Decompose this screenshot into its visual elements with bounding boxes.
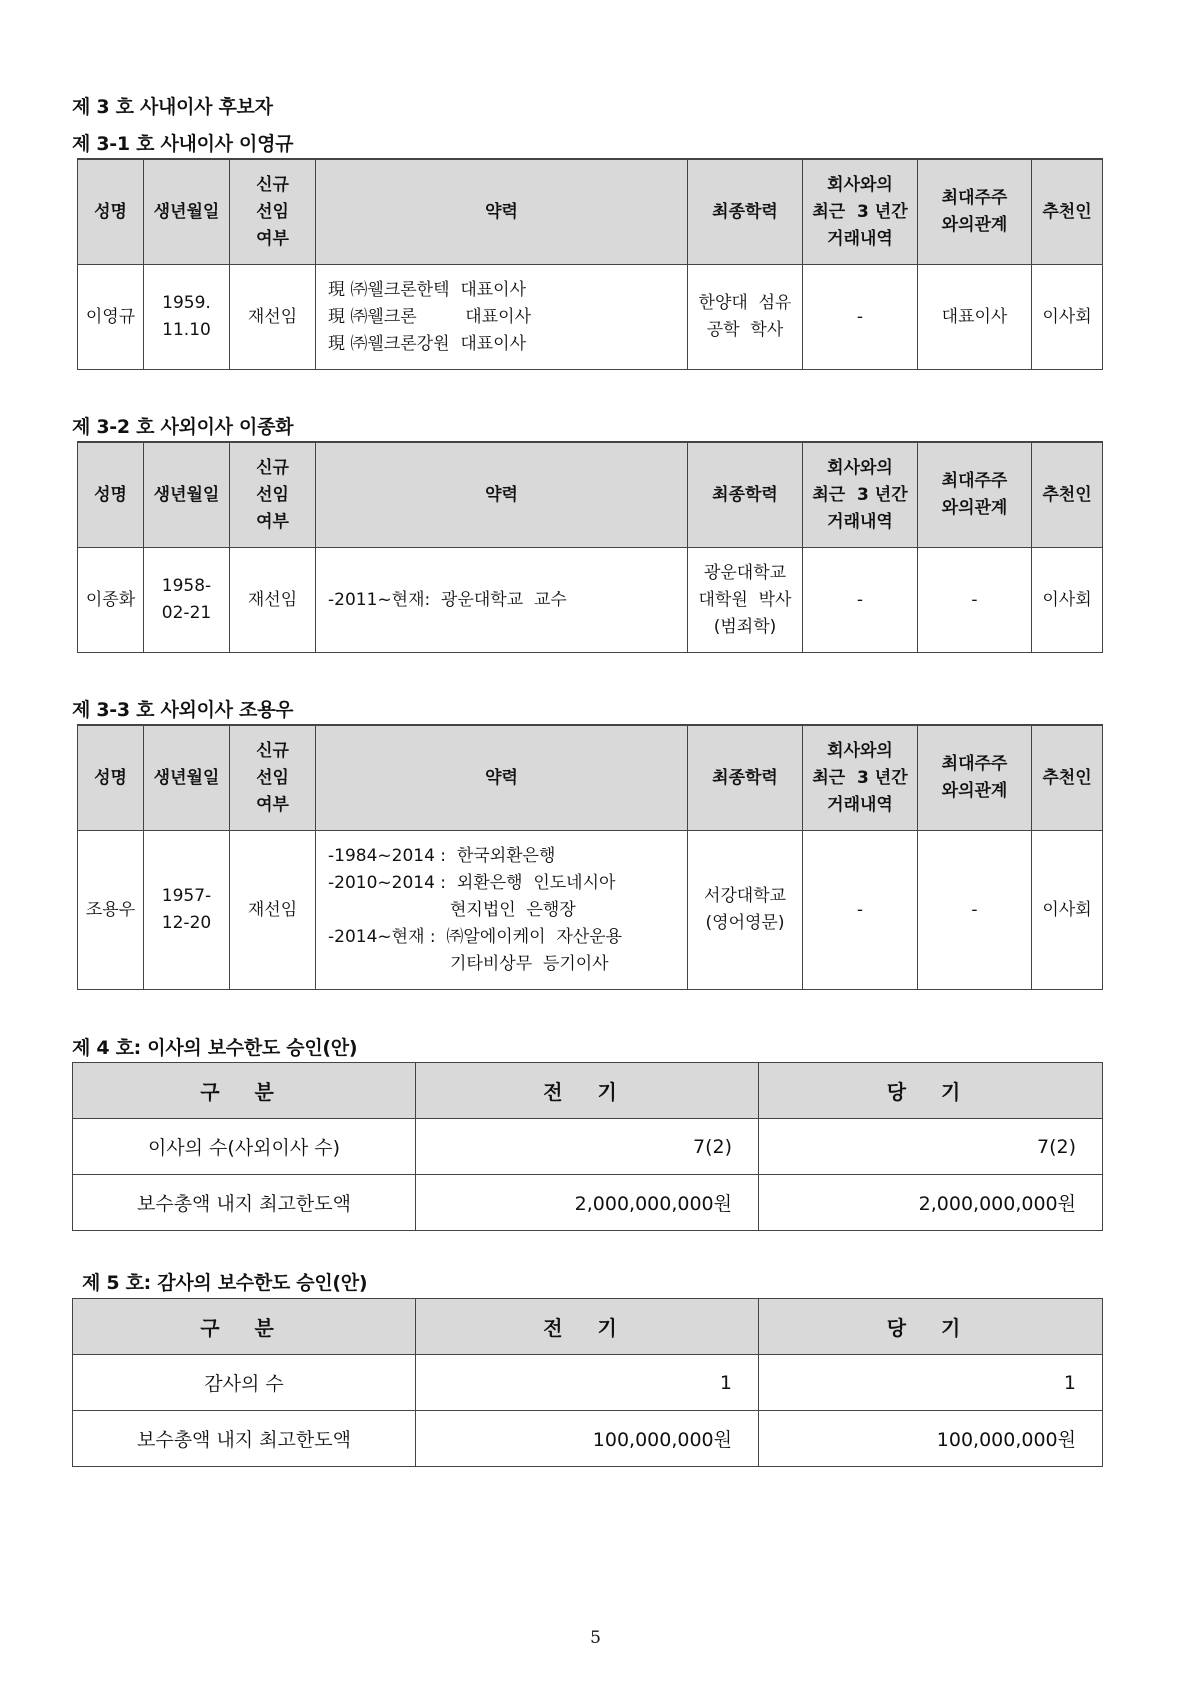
candidate-education: 광운대학교 대학원 박사 (범죄학) <box>688 548 803 653</box>
candidate-new-appointment: 재선임 <box>230 831 316 990</box>
section4-title: 제 4 호: 이사의 보수한도 승인(안) <box>72 1037 358 1059</box>
header-new-appointment: 신규 선임 여부 <box>230 725 316 831</box>
candidate-education: 한양대 섬유 공학 학사 <box>688 265 803 370</box>
row-current: 1 <box>759 1355 1103 1411</box>
candidate-birth: 1957- 12-20 <box>144 831 230 990</box>
page-number: 5 <box>590 1628 601 1648</box>
header-transactions: 회사와의 최근 3 년간 거래내역 <box>803 725 918 831</box>
candidate-transactions: - <box>803 831 918 990</box>
header-category: 구 분 <box>73 1063 416 1119</box>
header-education: 최종학력 <box>688 159 803 265</box>
candidate-relation: 대표이사 <box>918 265 1032 370</box>
header-recommender: 추천인 <box>1032 159 1103 265</box>
candidate-transactions: - <box>803 548 918 653</box>
candidate-career: 現 ㈜웰크론한텍 대표이사 現 ㈜웰크론 대표이사 現 ㈜웰크론강원 대표이사 <box>316 265 688 370</box>
candidate-name: 조용우 <box>78 831 144 990</box>
row-label: 이사의 수(사외이사 수) <box>73 1119 416 1175</box>
header-name: 성명 <box>78 725 144 831</box>
header-recommender: 추천인 <box>1032 725 1103 831</box>
candidate-career: -1984~2014 : 한국외환은행 -2010~2014 : 외환은행 인도네시아 현지법인 은행장 -2014~현재 : ㈜알에이케이 자산운용 기타비상무 등기이사 <box>316 831 688 990</box>
candidate-transactions: - <box>803 265 918 370</box>
director-pay-table <box>72 1062 1103 1231</box>
auditor-pay-table <box>72 1298 1103 1467</box>
candidate-name: 이종화 <box>78 548 144 653</box>
header-relation: 최대주주 와의관계 <box>918 725 1032 831</box>
candidate-education: 서강대학교 (영어영문) <box>688 831 803 990</box>
header-birth: 생년월일 <box>144 442 230 548</box>
header-recommender: 추천인 <box>1032 442 1103 548</box>
candidate-career: -2011~현재: 광운대학교 교수 <box>316 548 688 653</box>
header-birth: 생년월일 <box>144 159 230 265</box>
row-current: 2,000,000,000원 <box>759 1175 1103 1231</box>
header-birth: 생년월일 <box>144 725 230 831</box>
header-transactions: 회사와의 최근 3 년간 거래내역 <box>803 442 918 548</box>
candidate2-title: 제 3-2 호 사외이사 이종화 <box>72 416 294 438</box>
candidate3-title: 제 3-3 호 사외이사 조용우 <box>72 699 294 721</box>
row-previous: 2,000,000,000원 <box>416 1175 759 1231</box>
header-relation: 최대주주 와의관계 <box>918 159 1032 265</box>
row-label: 보수총액 내지 최고한도액 <box>73 1175 416 1231</box>
candidate-name: 이영규 <box>78 265 144 370</box>
header-new-appointment: 신규 선임 여부 <box>230 442 316 548</box>
candidate-relation: - <box>918 548 1032 653</box>
candidate2-table <box>77 441 1103 653</box>
candidate-new-appointment: 재선임 <box>230 548 316 653</box>
candidate-birth: 1959. 11.10 <box>144 265 230 370</box>
row-current: 7(2) <box>759 1119 1103 1175</box>
row-previous: 7(2) <box>416 1119 759 1175</box>
row-previous: 1 <box>416 1355 759 1411</box>
header-education: 최종학력 <box>688 725 803 831</box>
row-label: 감사의 수 <box>73 1355 416 1411</box>
candidate-relation: - <box>918 831 1032 990</box>
header-transactions: 회사와의 최근 3 년간 거래내역 <box>803 159 918 265</box>
header-career: 약력 <box>316 725 688 831</box>
header-previous-period: 전 기 <box>416 1063 759 1119</box>
header-previous-period: 전 기 <box>416 1299 759 1355</box>
header-name: 성명 <box>78 159 144 265</box>
candidate1-title: 제 3-1 호 사내이사 이영규 <box>72 133 294 155</box>
candidate1-table <box>77 158 1103 370</box>
row-previous: 100,000,000원 <box>416 1411 759 1467</box>
header-career: 약력 <box>316 442 688 548</box>
section5-title: 제 5 호: 감사의 보수한도 승인(안) <box>82 1272 368 1294</box>
header-name: 성명 <box>78 442 144 548</box>
row-current: 100,000,000원 <box>759 1411 1103 1467</box>
section3-title: 제 3 호 사내이사 후보자 <box>72 96 273 118</box>
header-current-period: 당 기 <box>759 1299 1103 1355</box>
candidate-recommender: 이사회 <box>1032 265 1103 370</box>
header-category: 구 분 <box>73 1299 416 1355</box>
candidate-birth: 1958- 02-21 <box>144 548 230 653</box>
header-new-appointment: 신규 선임 여부 <box>230 159 316 265</box>
candidate-new-appointment: 재선임 <box>230 265 316 370</box>
candidate-recommender: 이사회 <box>1032 548 1103 653</box>
header-education: 최종학력 <box>688 442 803 548</box>
header-career: 약력 <box>316 159 688 265</box>
candidate3-table <box>77 724 1103 990</box>
row-label: 보수총액 내지 최고한도액 <box>73 1411 416 1467</box>
header-relation: 최대주주 와의관계 <box>918 442 1032 548</box>
candidate-recommender: 이사회 <box>1032 831 1103 990</box>
header-current-period: 당 기 <box>759 1063 1103 1119</box>
